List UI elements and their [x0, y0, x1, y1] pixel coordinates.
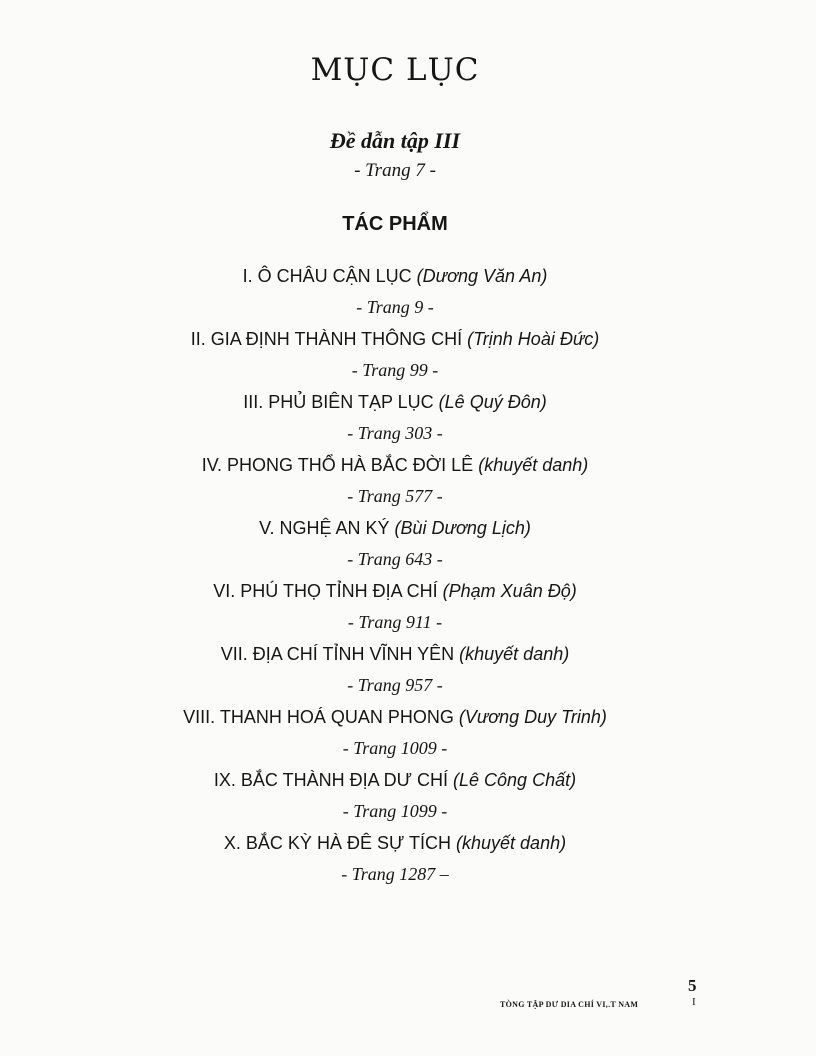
toc-entry-author: (khuyết danh): [478, 455, 589, 475]
toc-entry-title: V. NGHỆ AN KÝ: [259, 518, 390, 538]
toc-entry-title: IV. PHONG THỔ HÀ BẮC ĐỜI LÊ: [201, 455, 474, 475]
toc-entry-page: - Trang 957 -: [347, 675, 443, 695]
toc-entry-title: I. Ô CHÂU CẬN LỤC: [242, 266, 412, 286]
page-mark: I: [692, 996, 696, 1008]
toc-entry-author: (Dương Văn An): [416, 266, 548, 286]
toc-entry-line: [0, 262, 790, 294]
toc-entry-line: [0, 451, 790, 483]
toc-entry: [0, 577, 790, 640]
toc-entry: [0, 388, 790, 451]
toc-entry: [0, 451, 790, 514]
toc-entry-title: VIII. THANH HOÁ QUAN PHONG: [183, 707, 454, 727]
toc-entry-line: [0, 766, 790, 798]
toc-entry-title: III. PHỦ BIÊN TẠP LỤC: [243, 392, 434, 412]
toc-entry: [0, 766, 790, 829]
toc-entry-author: (Trịnh Hoài Đức): [467, 329, 600, 349]
toc-entry: [0, 514, 790, 577]
toc-entry-line: [0, 577, 790, 609]
toc-entry-page: - Trang 1287 –: [341, 864, 449, 884]
toc-entry: [0, 325, 790, 388]
toc-entry-page: - Trang 1099 -: [342, 801, 448, 821]
toc-entry-title: II. GIA ĐỊNH THÀNH THÔNG CHÍ: [190, 329, 463, 349]
toc-entry-title: VII. ĐỊA CHÍ TỈNH VĨNH YÊN: [220, 644, 455, 664]
toc-entry-page: - Trang 303 -: [347, 423, 443, 443]
toc-entry: [0, 640, 790, 703]
toc-entry-author: (Vương Duy Trinh): [458, 707, 607, 727]
toc-entry-author: (Bùi Dương Lịch): [394, 518, 531, 538]
toc-entry-title: X. BẮC KỲ HÀ ĐÊ SỰ TÍCH: [223, 833, 451, 853]
toc-entry-line: [0, 703, 790, 735]
toc-entry-author: (Lê Quý Đôn): [438, 392, 547, 412]
toc-entry-line: [0, 640, 790, 672]
toc-entry-author: (Phạm Xuân Độ): [442, 581, 577, 601]
toc-entry-page: - Trang 1009 -: [342, 738, 448, 758]
toc-entry-line: [0, 388, 790, 420]
toc-entry-page: - Trang 99 -: [351, 360, 439, 380]
toc-entry-line: [0, 514, 790, 546]
toc-entry-line: [0, 829, 790, 861]
toc-entry-title: IX. BẮC THÀNH ĐỊA DƯ CHÍ: [213, 770, 448, 790]
toc-entry-page: - Trang 577 -: [347, 486, 443, 506]
section-heading: TÁC PHẨM: [342, 213, 448, 235]
toc-entry-line: [0, 325, 790, 357]
toc-entry-page: - Trang 911 -: [347, 612, 443, 632]
toc-entry: [0, 262, 790, 325]
page-title: MỤC LỤC: [310, 52, 480, 88]
toc-entry-page: - Trang 9 -: [356, 297, 434, 317]
toc-entry-author: (khuyết danh): [456, 833, 567, 853]
toc-entry: [0, 829, 790, 892]
toc-entry: [0, 703, 790, 766]
intro-heading: Đề dẫn tập III: [329, 128, 461, 153]
toc-entry-page: - Trang 643 -: [347, 549, 443, 569]
page-number: 5: [688, 976, 697, 995]
toc-entry-author: (Lê Công Chất): [453, 770, 577, 790]
toc-entry-author: (khuyết danh): [459, 644, 570, 664]
toc-list: [0, 262, 790, 892]
intro-page: - Trang 7 -: [354, 160, 436, 181]
toc-entry-title: VI. PHÚ THỌ TỈNH ĐỊA CHÍ: [213, 581, 438, 601]
running-footer: TÒNG TẬP DƯ DIA CHÍ VI,.T NAM: [500, 1000, 639, 1009]
